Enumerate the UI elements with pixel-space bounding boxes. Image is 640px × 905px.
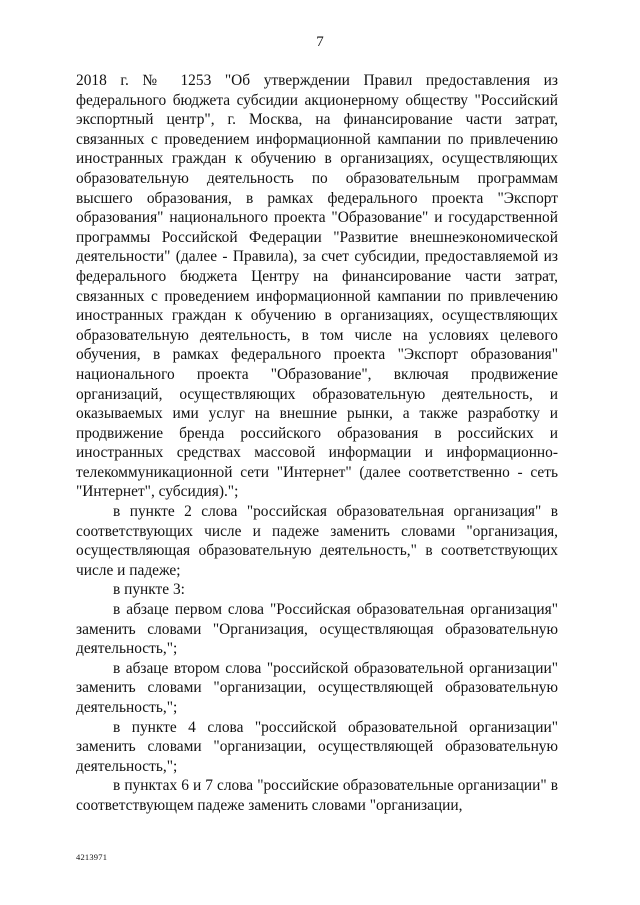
paragraph-item-3-second: в абзаце втором слова "российской образовательной организации" заменить словами "организации, осуществляющей образовательную деятельность,"; <box>76 659 558 716</box>
paragraph-item-6-7: в пунктах 6 и 7 слова "российские образовательные организации" в соответствующем падеже заменить словами "организации, <box>76 777 558 814</box>
paragraph-item-2: в пункте 2 слова "российская образовательная организация" в соответствующих числе и падеже заменить словами "организация, осуществляющая образовательную деятельность," в соответствующих числе и падеже; <box>76 503 558 579</box>
paragraph-item-3-first: в абзаце первом слова "Российская образовательная организация" заменить словами "Организация, осуществляющая образовательную деятельность,"; <box>76 601 558 658</box>
paragraph-item-3: в пункте 3: <box>113 581 185 599</box>
document-body <box>76 71 558 816</box>
paragraph-item-4: в пункте 4 слова "российской образовательной организации" заменить словами "организации, осуществляющей образовательную деятельность,"; <box>76 718 558 775</box>
document-code: 4213971 <box>76 852 108 862</box>
paragraph-continuation: 2018 г. № 1253 "Об утверждении Правил предоставления из федерального бюджета субсидии акционерному обществу "Российский экспортный центр", г. Москва, на финансирование части затрат, связанных с проведением информационной кампании по привлечению иностранных граждан к обучению в организациях, осуществляющих образовательную деятельность по образовательным программам высшего образования, в рамках федерального проекта "Экспорт образования" национального проекта "Образование" и государственной программы Российской Федерации "Развитие внешнеэкономической деятельности" (далее - Правила), за счет субсидии, предоставляемой из федерального бюджета Центру на финансирование части затрат, связанных с проведением информационной кампании по привлечению иностранных граждан к обучению в организациях, осуществляющих образовательную деятельность, в том числе на условиях целевого обучения, в рамках федерального проекта "Экспорт образования" национального проекта "Образование", включая продвижение организаций, осуществляющих образовательную деятельность, и оказываемых ими услуг на внешние рынки, а также разработку и продвижение бренда российского образования в российских и иностранных средствах массовой информации и информационно-телекоммуникационной сети "Интернет" (далее соответственно - сеть "Интернет", субсидия)."; <box>76 72 558 501</box>
page-number: 7 <box>316 34 324 50</box>
